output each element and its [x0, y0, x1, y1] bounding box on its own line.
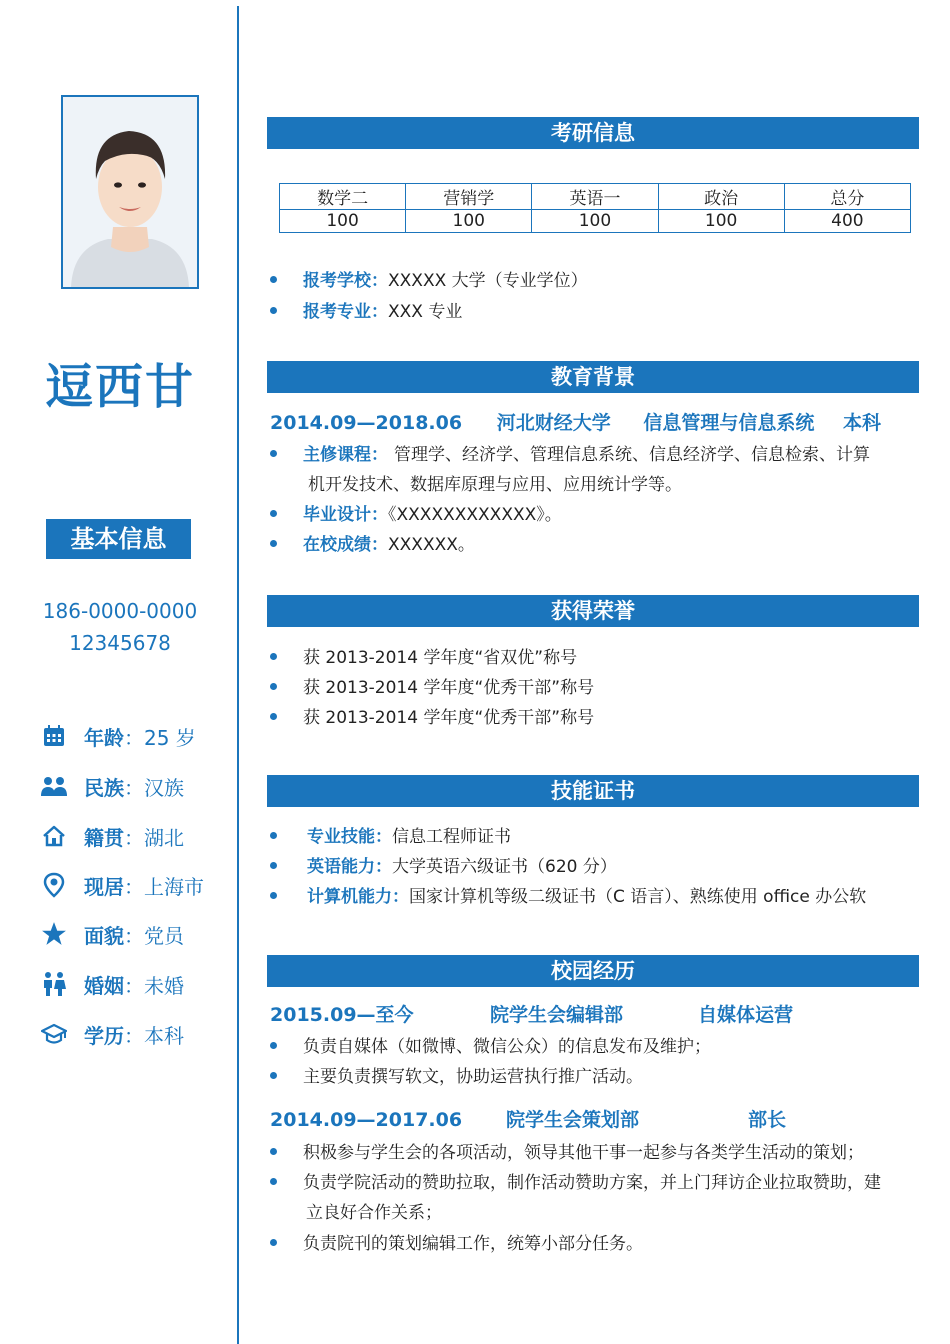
hometown-value: 湖北: [144, 825, 184, 850]
graduation-cap-icon: [40, 1020, 68, 1048]
bullet-icon: [270, 862, 277, 869]
campus-job-1-role: 自媒体运营: [698, 1004, 794, 1026]
score-header-total: 总分: [784, 184, 910, 210]
political-label: 面貌: [84, 923, 124, 948]
skill-value: 国家计算机等级二级证书（C 语言）、熟练使用 office 办公软: [409, 887, 867, 904]
residence-label: 现居: [84, 874, 124, 899]
campus-job-1-item: [270, 1062, 643, 1087]
target-major-label: 报考专业：: [303, 302, 388, 322]
campus-job-2-item: [270, 1138, 864, 1163]
education-period: 2014.09—2018.06: [270, 412, 463, 434]
bullet-icon: [270, 307, 277, 314]
thesis-value: 《XXXXXXXXXXXX》。: [388, 505, 562, 525]
info-row-marital: [40, 969, 184, 999]
ethnicity-sep: ：: [124, 775, 144, 800]
campus-job-2-summary: [270, 1105, 786, 1132]
education-school: 河北财经大学: [496, 412, 611, 434]
residence-value: 上海市: [144, 874, 204, 899]
skill-label: 专业技能：: [307, 827, 392, 847]
skill-label: 英语能力：: [307, 857, 392, 877]
couple-icon: [40, 970, 68, 998]
target-major-value: XXX 专业: [388, 302, 463, 322]
skill-value: 大学英语六级证书（620 分）: [392, 857, 617, 877]
skills-section-header: 技能证书: [267, 775, 919, 807]
political-value: 党员: [144, 923, 184, 948]
skill-item: [270, 822, 511, 847]
kaoyan-section-header: 考研信息: [267, 117, 919, 149]
age-value: 25 岁: [144, 725, 196, 750]
campus-job-1-period: 2015.09—至今: [270, 1004, 414, 1026]
bullet-icon: [270, 1178, 277, 1185]
target-school-label: 报考学校：: [303, 271, 388, 291]
campus-job-2-text: 负责院刊的策划编辑工作，统筹小部分任务。: [303, 1234, 643, 1254]
degree-label: 学历: [84, 1023, 124, 1048]
home-icon: [40, 822, 68, 850]
score-header-math: 数学二: [280, 184, 406, 210]
honor-item: [270, 703, 594, 728]
campus-job-2-org: 院学生会策划部: [506, 1109, 640, 1131]
target-school-value: XXXXX 大学（专业学位）: [388, 271, 588, 291]
basic-info-header: 基本信息: [46, 519, 191, 559]
people-icon: [40, 772, 68, 800]
bullet-icon: [270, 653, 277, 660]
campus-job-1-item: [270, 1032, 711, 1057]
campus-job-2-text: 负责学院活动的赞助拉取，制作活动赞助方案，并上门拜访企业拉取赞助，建: [303, 1173, 881, 1193]
education-major: 信息管理与信息系统: [643, 412, 815, 434]
campus-section-header: 校园经历: [267, 955, 919, 987]
candidate-name: 逗西甘: [44, 359, 195, 415]
star-icon: [40, 920, 68, 948]
honor-text: 获 2013-2014 学年度“优秀干部”称号: [303, 678, 595, 698]
age-label: 年龄: [84, 725, 124, 750]
bullet-icon: [270, 713, 277, 720]
info-row-political: [40, 919, 184, 949]
courses-label: 主修课程：: [303, 445, 388, 465]
bullet-icon: [270, 832, 277, 839]
campus-job-1-org: 院学生会编辑部: [490, 1004, 624, 1026]
score-header-politics: 政治: [658, 184, 784, 210]
score-value-marketing: 100: [406, 210, 532, 233]
bullet-icon: [270, 892, 277, 899]
bullet-icon: [270, 1042, 277, 1049]
campus-job-1-text: 负责自媒体（如微博、微信公众）的信息发布及维护；: [303, 1037, 711, 1057]
bullet-icon: [270, 1148, 277, 1155]
skill-item: [270, 852, 617, 877]
ethnicity-label: 民族: [84, 775, 124, 800]
qq-number: 12345678: [69, 631, 171, 655]
divider-line: [237, 6, 239, 1344]
score-header-marketing: 营销学: [406, 184, 532, 210]
courses-line-2: 机开发技术、数据库原理与应用、应用统计学等。: [308, 475, 682, 495]
score-value-math: 100: [280, 210, 406, 233]
location-pin-icon: [40, 871, 68, 899]
bullet-icon: [270, 683, 277, 690]
grades-value: XXXXXX。: [388, 535, 475, 555]
target-school: [270, 266, 588, 291]
political-sep: ：: [124, 923, 144, 948]
target-major: [270, 297, 462, 322]
marital-sep: ：: [124, 973, 144, 998]
residence-sep: ：: [124, 874, 144, 899]
honor-text: 获 2013-2014 学年度“省双优”称号: [303, 648, 578, 668]
campus-job-2-text: 积极参与学生会的各项活动，领导其他干事一起参与各类学生活动的策划；: [303, 1143, 864, 1163]
hometown-label: 籍贯: [84, 825, 124, 850]
honor-text: 获 2013-2014 学年度“优秀干部”称号: [303, 708, 595, 728]
campus-job-2-role: 部长: [748, 1109, 787, 1131]
profile-photo: [61, 95, 199, 289]
bullet-icon: [270, 276, 277, 283]
bullet-icon: [270, 450, 277, 457]
thesis-label: 毕业设计：: [303, 505, 388, 525]
hometown-sep: ：: [124, 825, 144, 850]
campus-job-2-item: [270, 1168, 881, 1193]
education-section-header: 教育背景: [267, 361, 919, 393]
info-row-ethnicity: [40, 771, 184, 801]
info-row-residence: [40, 870, 204, 900]
skill-label: 计算机能力：: [307, 887, 409, 904]
info-row-degree: [40, 1019, 184, 1049]
bullet-icon: [270, 1072, 277, 1079]
score-value-total: 400: [784, 210, 910, 233]
skill-value: 信息工程师证书: [392, 827, 511, 847]
bullet-icon: [270, 1239, 277, 1246]
degree-value: 本科: [144, 1023, 184, 1048]
bullet-icon: [270, 510, 277, 517]
phone-number: 186-0000-0000: [42, 599, 198, 623]
grades-label: 在校成绩：: [303, 535, 388, 555]
education-thesis: [270, 500, 562, 525]
education-summary: [270, 408, 881, 435]
score-value-english: 100: [532, 210, 658, 233]
courses-line-1: 管理学、经济学、管理信息系统、信息经济学、信息检索、计算: [394, 445, 870, 465]
campus-job-1-summary: [270, 1000, 793, 1027]
campus-job-1-text: 主要负责撰写软文，协助运营执行推广活动。: [303, 1067, 643, 1087]
campus-job-2-item: [270, 1229, 643, 1254]
bullet-icon: [270, 540, 277, 547]
age-sep: ：: [124, 725, 144, 750]
education-courses: [270, 440, 870, 465]
honor-item: [270, 643, 577, 668]
score-value-politics: 100: [658, 210, 784, 233]
marital-value: 未婚: [144, 973, 184, 998]
campus-job-2-period: 2014.09—2017.06: [270, 1109, 463, 1131]
score-value-row: [280, 210, 911, 233]
info-row-hometown: [40, 821, 184, 851]
education-grades: [270, 530, 475, 555]
campus-job-2-text-cont: 立良好合作关系；: [306, 1203, 442, 1223]
ethnicity-value: 汉族: [144, 775, 184, 800]
honors-section-header: 获得荣誉: [267, 595, 919, 627]
calendar-icon: [40, 722, 68, 750]
marital-label: 婚姻: [84, 973, 124, 998]
score-table: [279, 183, 911, 233]
score-header-row: [280, 184, 911, 210]
info-row-age: [40, 721, 196, 751]
score-header-english: 英语一: [532, 184, 658, 210]
honor-item: [270, 673, 594, 698]
education-degree: 本科: [842, 412, 881, 434]
skill-item: [270, 882, 866, 904]
degree-sep: ：: [124, 1023, 144, 1048]
